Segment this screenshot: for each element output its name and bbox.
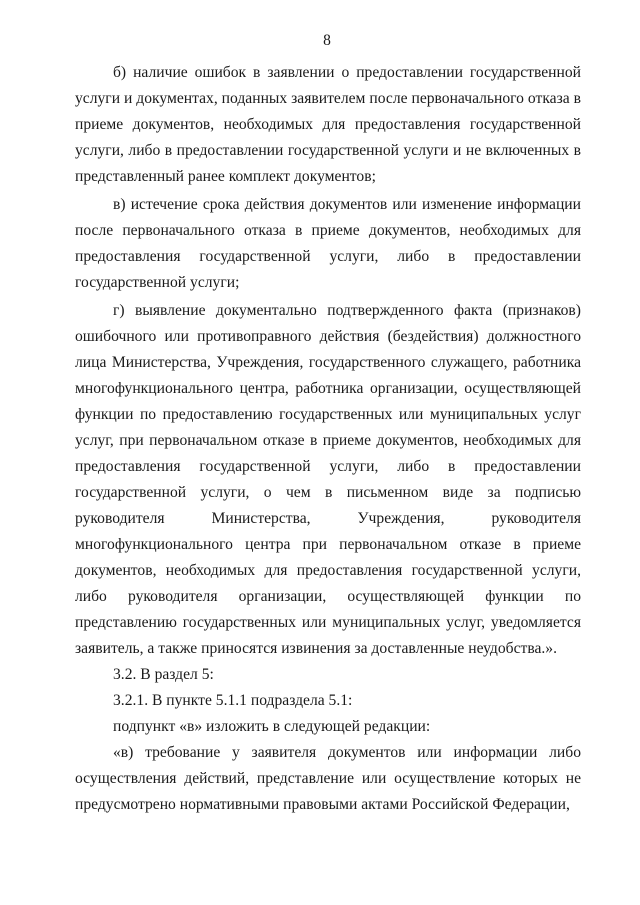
instruction-line: подпункт «в» изложить в следующей редакции: [113, 718, 431, 735]
document-body [75, 60, 581, 818]
section-heading-3-2: 3.2. В раздел 5: [113, 666, 214, 683]
paragraph-v: в) истечение срока действия документов или изменение информации после первоначального отказа в приеме документов, необходимых для предоставления государственной услуги, либо в предоставлении государственной услуги; [75, 196, 581, 291]
paragraph-b: б) наличие ошибок в заявлении о предоставлении государственной услуги и документах, поданных заявителем после первоначального отказа в приеме документов, необходимых для предоставления государственной услуги, либо в предоставлении государственной услуги и не включенных в представленный ранее комплект документов; [75, 64, 581, 185]
section-heading-3-2-1: 3.2.1. В пункте 5.1.1 подраздела 5.1: [113, 692, 353, 709]
page-number: 8 [323, 32, 331, 49]
paragraph-quoted-v: «в) требование у заявителя документов или информации либо осуществления действий, представление или осуществление которых не предусмотрено нормативными правовыми актами Российской Федерации, [75, 744, 581, 813]
paragraph-g: г) выявление документально подтвержденного факта (признаков) ошибочного или противоправного действия (бездействия) должностного лица Министерства, Учреждения, государственного служащего, работника многофункционального центра, работника организации, осуществляющей функции по предоставлению государственных или муниципальных услуг услуг, при первоначальном отказе в приеме документов, необходимых для предоставления государственной услуги, либо в предоставлении государственной услуги, о чем в письменном виде за подписью руководителя Министерства, Учреждения, руководителя многофункционального центра при первоначальном отказе в приеме документов, необходимых для предоставления государственной услуги, либо руководителя организации, осуществляющей функции по представлению государственных или муниципальных услуг, уведомляется заявитель, а также приносятся извинения за доставленные неудобства.». [75, 302, 581, 657]
